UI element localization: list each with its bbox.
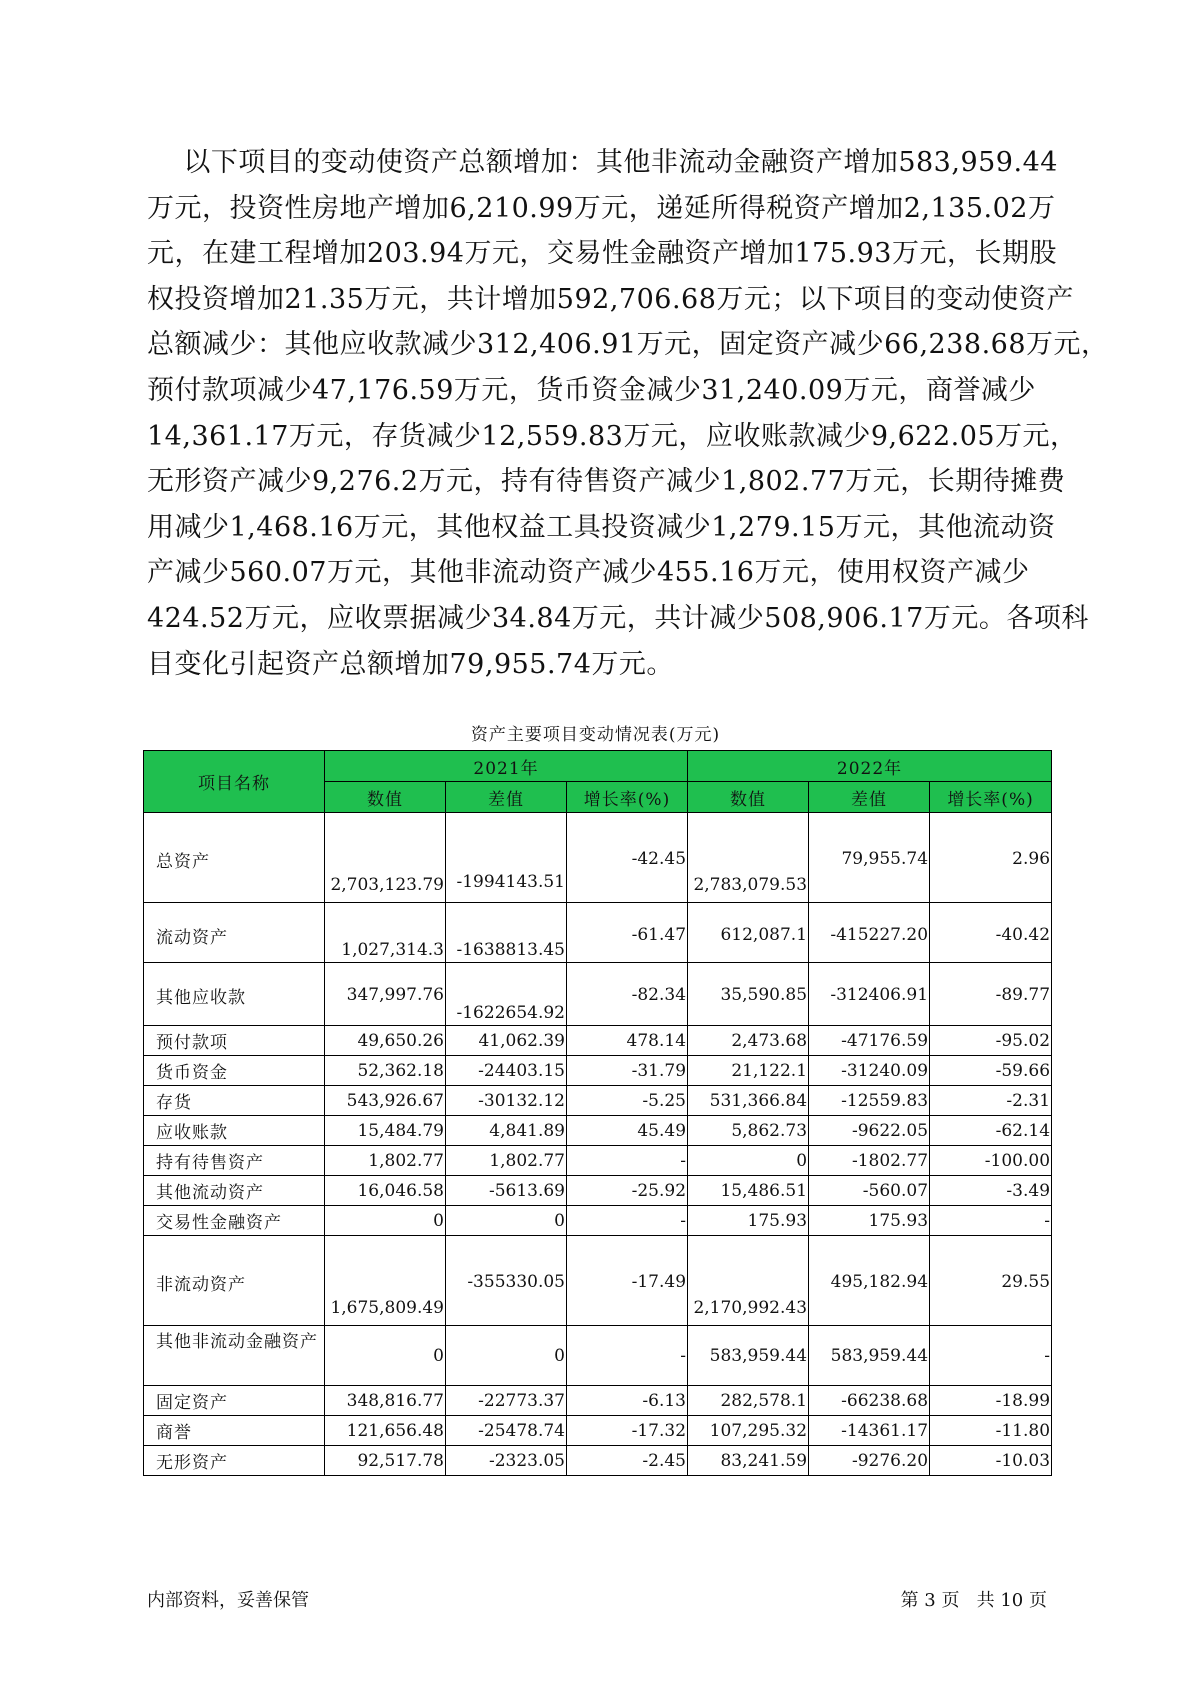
cell-growth-2022: -10.03 — [930, 1446, 1052, 1476]
cell-value-2022: 2,473.68 — [688, 1026, 809, 1056]
cell-growth-2022: -2.31 — [930, 1086, 1052, 1116]
cell-growth-2022: - — [930, 1326, 1052, 1386]
paragraph-line: 权投资增加21.35万元，共计增加592,706.68万元；以下项目的变动使资产 — [147, 283, 1074, 315]
cell-value-2022: 35,590.85 — [688, 963, 809, 1026]
row-name: 预付款项 — [144, 1026, 325, 1056]
footer-confidential-note: 内部资料，妥善保管 — [147, 1590, 309, 1611]
cell-growth-2021: -61.47 — [567, 903, 688, 963]
cell-diff-2021: -1994143.51 — [446, 813, 567, 903]
cell-diff-2022: -14361.17 — [809, 1416, 930, 1446]
cell-growth-2021: -17.32 — [567, 1416, 688, 1446]
paragraph-line: 元，在建工程增加203.94万元，交易性金融资产增加175.93万元，长期股 — [147, 238, 1057, 270]
cell-growth-2021: -42.45 — [567, 813, 688, 903]
cell-value-2022: 0 — [688, 1146, 809, 1176]
cell-value-2021: 348,816.77 — [325, 1386, 446, 1416]
row-name: 流动资产 — [144, 903, 325, 963]
table-row — [144, 1116, 1052, 1146]
cell-diff-2022: -415227.20 — [809, 903, 930, 963]
cell-diff-2022: -312406.91 — [809, 963, 930, 1026]
cell-growth-2022: - — [930, 1206, 1052, 1236]
paragraph-line: 424.52万元，应收票据减少34.84万元，共计减少508,906.17万元。各项科 — [147, 602, 1089, 634]
table-row — [144, 813, 1052, 903]
cell-value-2021: 15,484.79 — [325, 1116, 446, 1146]
cell-value-2021: 2,703,123.79 — [325, 813, 446, 903]
cell-value-2021: 1,802.77 — [325, 1146, 446, 1176]
cell-growth-2022: -18.99 — [930, 1386, 1052, 1416]
cell-value-2022: 583,959.44 — [688, 1326, 809, 1386]
row-name: 其他流动资产 — [144, 1176, 325, 1206]
header-growth: 增长率(%) — [930, 782, 1052, 813]
cell-value-2021: 1,675,809.49 — [325, 1236, 446, 1326]
cell-growth-2022: -89.77 — [930, 963, 1052, 1026]
cell-value-2021: 52,362.18 — [325, 1056, 446, 1086]
cell-diff-2022: 495,182.94 — [809, 1236, 930, 1326]
cell-value-2021: 49,650.26 — [325, 1026, 446, 1056]
cell-value-2021: 543,926.67 — [325, 1086, 446, 1116]
paragraph-line: 产减少560.07万元，其他非流动资产减少455.16万元，使用权资产减少 — [147, 557, 1030, 589]
cell-diff-2021: -30132.12 — [446, 1086, 567, 1116]
row-name: 总资产 — [144, 813, 325, 903]
cell-value-2021: 121,656.48 — [325, 1416, 446, 1446]
cell-growth-2021: - — [567, 1206, 688, 1236]
row-name: 存货 — [144, 1086, 325, 1116]
body-paragraph — [147, 140, 1109, 687]
cell-diff-2022: 79,955.74 — [809, 813, 930, 903]
table-row — [144, 1146, 1052, 1176]
cell-growth-2021: -5.25 — [567, 1086, 688, 1116]
table-caption: 资产主要项目变动情况表(万元) — [470, 725, 721, 745]
cell-diff-2021: -2323.05 — [446, 1446, 567, 1476]
cell-growth-2021: -17.49 — [567, 1236, 688, 1326]
table-row — [144, 1086, 1052, 1116]
cell-value-2021: 0 — [325, 1326, 446, 1386]
cell-growth-2021: -82.34 — [567, 963, 688, 1026]
table-row — [144, 1236, 1052, 1326]
cell-growth-2022: -11.80 — [930, 1416, 1052, 1446]
cell-growth-2022: -40.42 — [930, 903, 1052, 963]
cell-value-2022: 282,578.1 — [688, 1386, 809, 1416]
cell-value-2022: 21,122.1 — [688, 1056, 809, 1086]
cell-diff-2021: -25478.74 — [446, 1416, 567, 1446]
header-diff: 差值 — [809, 782, 930, 813]
cell-growth-2022: 29.55 — [930, 1236, 1052, 1326]
cell-diff-2021: 0 — [446, 1206, 567, 1236]
table-row — [144, 1446, 1052, 1476]
cell-diff-2022: -66238.68 — [809, 1386, 930, 1416]
cell-value-2021: 1,027,314.3 — [325, 903, 446, 963]
cell-diff-2022: -31240.09 — [809, 1056, 930, 1086]
cell-value-2022: 2,783,079.53 — [688, 813, 809, 903]
cell-value-2022: 2,170,992.43 — [688, 1236, 809, 1326]
cell-growth-2022: -100.00 — [930, 1146, 1052, 1176]
cell-growth-2022: -59.66 — [930, 1056, 1052, 1086]
cell-growth-2021: - — [567, 1326, 688, 1386]
cell-growth-2022: -95.02 — [930, 1026, 1052, 1056]
cell-value-2022: 15,486.51 — [688, 1176, 809, 1206]
table-row — [144, 1416, 1052, 1446]
cell-growth-2021: -31.79 — [567, 1056, 688, 1086]
cell-growth-2021: 478.14 — [567, 1026, 688, 1056]
row-name: 非流动资产 — [144, 1236, 325, 1326]
header-year-2021: 2021年 — [325, 751, 688, 782]
cell-diff-2022: -9276.20 — [809, 1446, 930, 1476]
cell-diff-2022: -9622.05 — [809, 1116, 930, 1146]
cell-diff-2022: 175.93 — [809, 1206, 930, 1236]
cell-diff-2021: 41,062.39 — [446, 1026, 567, 1056]
cell-value-2021: 92,517.78 — [325, 1446, 446, 1476]
paragraph-line: 无形资产减少9,276.2万元，持有待售资产减少1,802.77万元，长期待摊费 — [147, 466, 1066, 498]
cell-diff-2021: 0 — [446, 1326, 567, 1386]
header-value: 数值 — [688, 782, 809, 813]
cell-value-2021: 16,046.58 — [325, 1176, 446, 1206]
table-row — [144, 963, 1052, 1026]
table-row — [144, 1386, 1052, 1416]
paragraph-line: 目变化引起资产总额增加79,955.74万元。 — [147, 648, 674, 680]
cell-diff-2022: 583,959.44 — [809, 1326, 930, 1386]
row-name: 无形资产 — [144, 1446, 325, 1476]
cell-diff-2021: -355330.05 — [446, 1236, 567, 1326]
row-name: 持有待售资产 — [144, 1146, 325, 1176]
cell-value-2021: 0 — [325, 1206, 446, 1236]
row-name: 固定资产 — [144, 1386, 325, 1416]
paragraph-line: 预付款项减少47,176.59万元，货币资金减少31,240.09万元，商誉减少 — [147, 374, 1036, 406]
cell-diff-2021: -24403.15 — [446, 1056, 567, 1086]
cell-value-2022: 531,366.84 — [688, 1086, 809, 1116]
cell-growth-2022: -3.49 — [930, 1176, 1052, 1206]
header-growth: 增长率(%) — [567, 782, 688, 813]
cell-diff-2022: -47176.59 — [809, 1026, 930, 1056]
table-row — [144, 1206, 1052, 1236]
cell-value-2022: 83,241.59 — [688, 1446, 809, 1476]
paragraph-line: 以下项目的变动使资产总额增加：其他非流动金融资产增加583,959.44 — [147, 147, 1058, 178]
cell-growth-2022: -62.14 — [930, 1116, 1052, 1146]
cell-diff-2022: -1802.77 — [809, 1146, 930, 1176]
cell-diff-2021: -5613.69 — [446, 1176, 567, 1206]
cell-value-2021: 347,997.76 — [325, 963, 446, 1026]
header-year-2022: 2022年 — [688, 751, 1052, 782]
paragraph-line: 总额减少：其他应收款减少312,406.91万元，固定资产减少66,238.68万元， — [147, 329, 1109, 361]
cell-diff-2021: -1638813.45 — [446, 903, 567, 963]
table-row — [144, 1056, 1052, 1086]
header-value: 数值 — [325, 782, 446, 813]
paragraph-line: 万元，投资性房地产增加6,210.99万元，递延所得税资产增加2,135.02万 — [147, 192, 1056, 224]
cell-value-2022: 5,862.73 — [688, 1116, 809, 1146]
cell-growth-2021: -2.45 — [567, 1446, 688, 1476]
cell-growth-2021: 45.49 — [567, 1116, 688, 1146]
table-header — [144, 751, 1052, 813]
cell-diff-2021: 4,841.89 — [446, 1116, 567, 1146]
paragraph-line: 14,361.17万元，存货减少12,559.83万元，应收账款减少9,622.05万元， — [147, 420, 1078, 452]
cell-diff-2021: 1,802.77 — [446, 1146, 567, 1176]
table-row — [144, 1326, 1052, 1386]
cell-growth-2021: -25.92 — [567, 1176, 688, 1206]
cell-value-2022: 175.93 — [688, 1206, 809, 1236]
cell-diff-2021: -22773.37 — [446, 1386, 567, 1416]
cell-value-2022: 107,295.32 — [688, 1416, 809, 1446]
cell-growth-2022: 2.96 — [930, 813, 1052, 903]
table-row — [144, 1176, 1052, 1206]
row-name: 应收账款 — [144, 1116, 325, 1146]
cell-value-2022: 612,087.1 — [688, 903, 809, 963]
row-name: 交易性金融资产 — [144, 1206, 325, 1236]
row-name: 其他应收款 — [144, 963, 325, 1026]
table-row — [144, 1026, 1052, 1056]
footer-page-number: 第 3 页 共 10 页 — [900, 1590, 1047, 1611]
asset-change-table — [143, 750, 1052, 1476]
cell-diff-2022: -12559.83 — [809, 1086, 930, 1116]
paragraph-line: 用减少1,468.16万元，其他权益工具投资减少1,279.15万元，其他流动资 — [147, 511, 1056, 543]
cell-diff-2021: -1622654.92 — [446, 963, 567, 1026]
row-name: 货币资金 — [144, 1056, 325, 1086]
cell-growth-2021: - — [567, 1146, 688, 1176]
header-diff: 差值 — [446, 782, 567, 813]
cell-diff-2022: -560.07 — [809, 1176, 930, 1206]
row-name: 商誉 — [144, 1416, 325, 1446]
cell-growth-2021: -6.13 — [567, 1386, 688, 1416]
header-item-name: 项目名称 — [144, 751, 325, 813]
table-row — [144, 903, 1052, 963]
row-name: 其他非流动金融资产 — [144, 1326, 325, 1386]
